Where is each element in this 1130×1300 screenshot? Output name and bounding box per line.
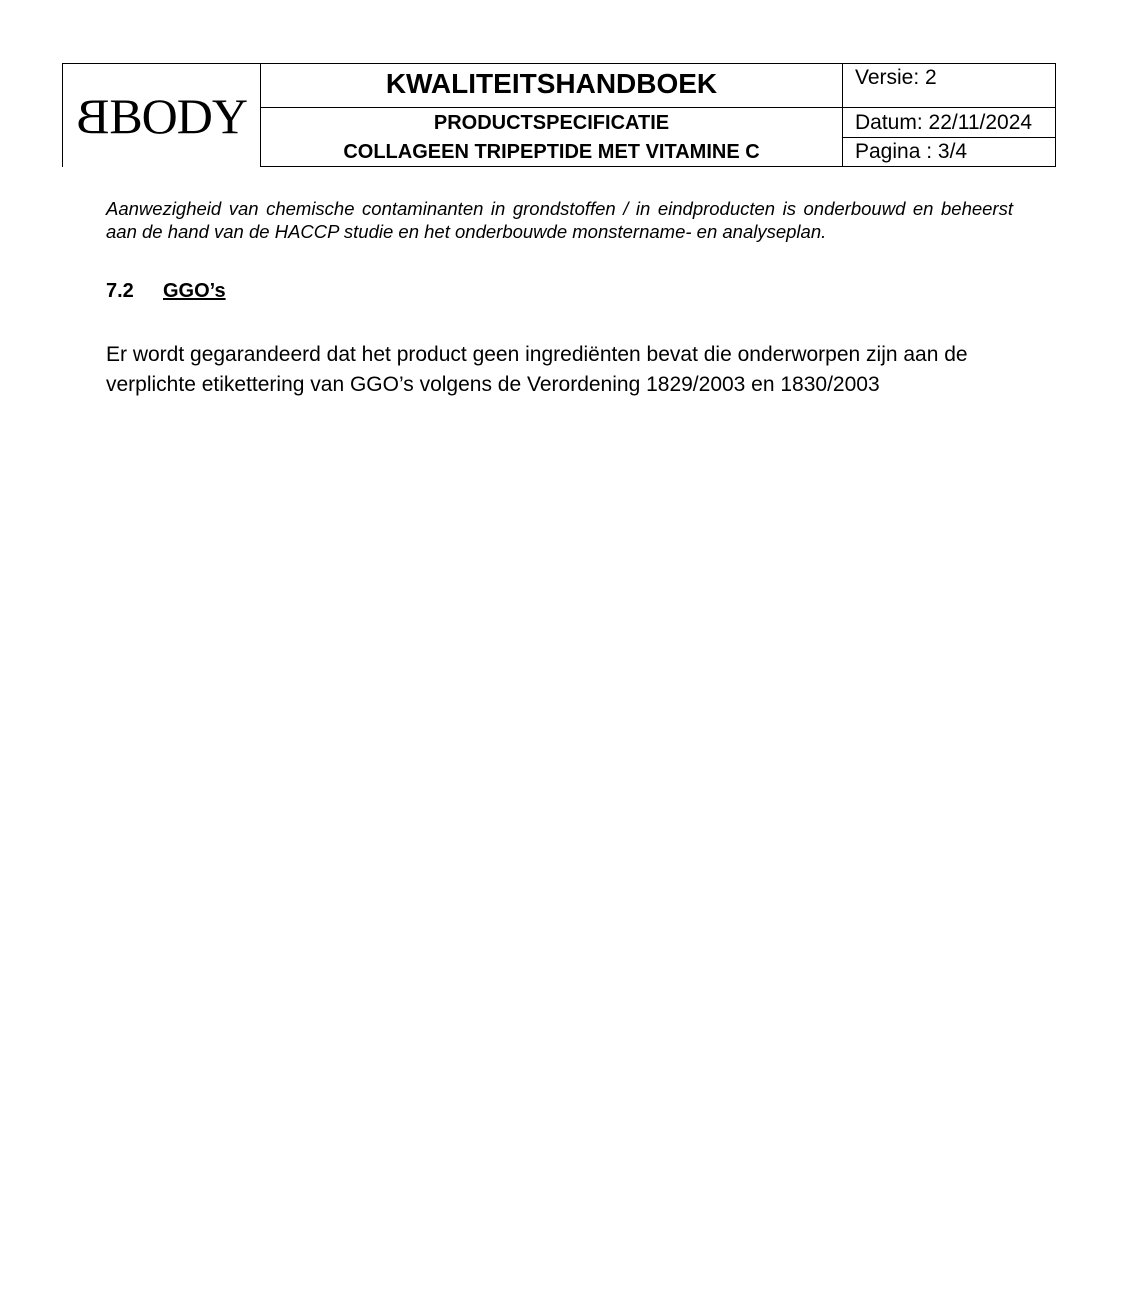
date-label: Datum: 22/11/2024 [842, 107, 1056, 138]
company-logo [63, 86, 261, 146]
specification-label: PRODUCTSPECIFICATIE [433, 112, 670, 134]
logo-body: BODY [109, 88, 248, 144]
section-title: GGO’s [163, 280, 226, 302]
section-number: 7.2 [106, 280, 134, 302]
logo-cell [62, 63, 260, 167]
product-name: COLLAGEEN TRIPEPTIDE MET VITAMINE C [343, 141, 760, 163]
product-specification-cell [260, 107, 843, 167]
logo-mirrored-b: B [76, 88, 110, 144]
section-body: Er wordt gegarandeerd dat het product geen ingrediënten bevat die onderworpen zijn aan de verplichte etikettering van GGO’s volgens de Verordening 1829/2003 en 1830/2003 [106, 343, 968, 396]
version-label: Versie: 2 [842, 63, 1056, 108]
handbook-title: KWALITEITSHANDBOEK [260, 63, 843, 108]
page-number-label: Pagina : 3/4 [842, 137, 1056, 167]
section-heading [106, 278, 226, 304]
intro-paragraph: Aanwezigheid van chemische contaminanten in grondstoffen / in eindproducten is onderbouwd en beheerst aan de hand van de HACCP studie en het onderbouwde monstername- en analyseplan. [106, 198, 1013, 242]
document-header [62, 63, 1056, 167]
